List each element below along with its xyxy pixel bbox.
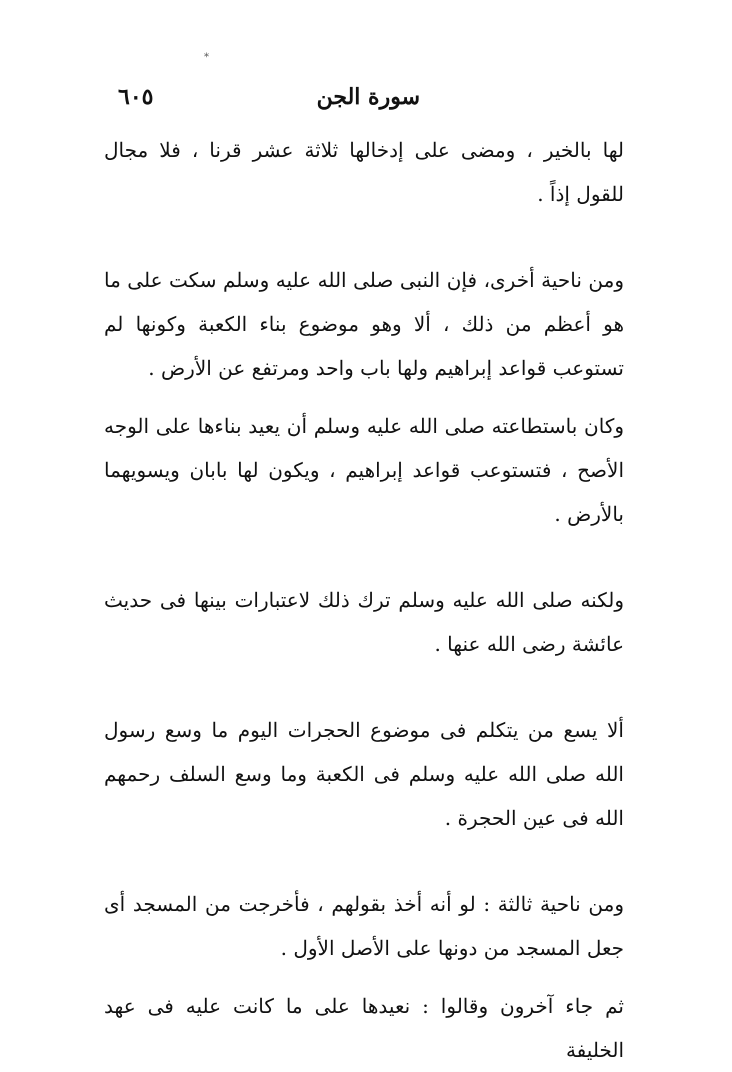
page-title: سورة الجن <box>316 84 420 110</box>
paragraph-6: ومن ناحية ثالثة : لو أنه أخذ بقولهم ، فأخرجت من المسجد أى جعل المسجد من دونها على الأصل الأول . <box>104 892 624 960</box>
page-header <box>100 84 620 118</box>
paragraph-2: ومن ناحية أخرى، فإن النبى صلى الله عليه وسلم سكت على ما هو أعظم من ذلك ، ألا وهو موضوع بناء الكعبة وكونها لم تستوعب قواعد إبراهيم ولها باب واحد ومرتفع عن الأرض . <box>104 268 624 380</box>
paragraph-4: ولكنه صلى الله عليه وسلم ترك ذلك لاعتبارات بينها فى حديث عائشة رضى الله عنها . <box>104 588 624 656</box>
page-body <box>104 128 624 1072</box>
paragraph-5: ألا يسع من يتكلم فى موضوع الحجرات اليوم ما وسع رسول الله صلى الله عليه وسلم فى الكعبة وما وسع السلف رحمهم الله فى عين الحجرة . <box>104 718 624 830</box>
paragraph-3: وكان باستطاعته صلى الله عليه وسلم أن يعيد بناءها على الوجه الأصح ، فتستوعب قواعد إبراهيم ، ويكون لها بابان ويسويهما بالأرض . <box>104 414 624 526</box>
page-number: ٦٠٥ <box>118 84 154 110</box>
paragraph-7: ثم جاء آخرون وقالوا : نعيدها على ما كانت عليه فى عهد الخليفة <box>104 994 624 1062</box>
paragraph-1: لها بالخير ، ومضى على إدخالها ثلاثة عشر قرنا ، فلا مجال للقول إذاً . <box>104 138 624 206</box>
print-speck: * <box>204 52 209 63</box>
